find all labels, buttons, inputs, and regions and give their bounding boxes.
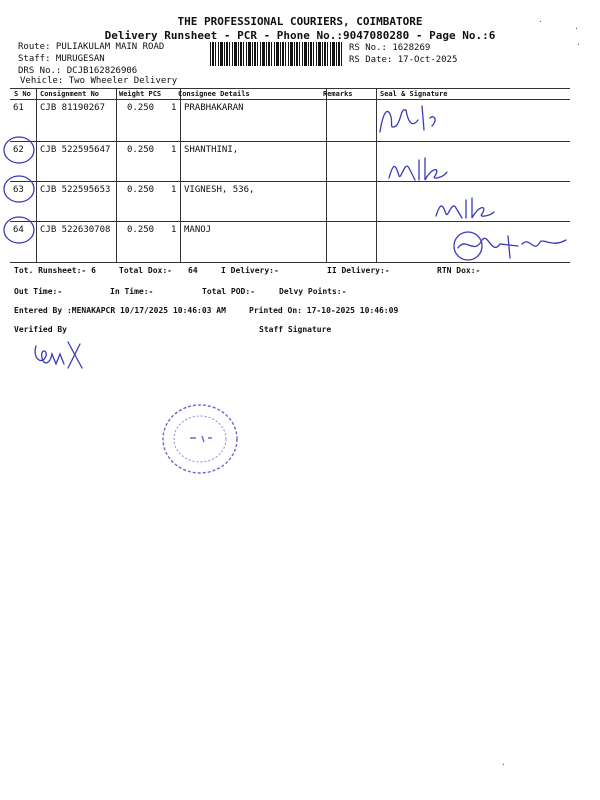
total-pod: Total POD:- <box>202 287 255 296</box>
column-divider <box>326 89 327 263</box>
rs-date: RS Date: 17-Oct-2025 <box>349 55 458 65</box>
row-62-sno: 62 <box>13 145 24 155</box>
row-63-weight: 0.250 <box>127 185 155 195</box>
row-61-consignment: CJB 81190267 <box>40 103 106 113</box>
staff-signature-label: Staff Signature <box>259 325 332 334</box>
col-header-consignee: Consignee Details <box>178 90 250 98</box>
vehicle-text: Vehicle: Two Wheeler Delivery <box>20 76 178 86</box>
tot-runsheet: Tot. Runsheet:- 6 <box>14 266 96 275</box>
signature-row-64 <box>448 226 573 266</box>
verified-by-label: Verified By <box>14 325 67 334</box>
barcode <box>210 42 344 66</box>
col-header-sno: S No <box>14 90 31 98</box>
col-header-weight-pcs: Weight PCS <box>119 90 162 98</box>
delvy-points: Delvy Points:- <box>279 287 347 296</box>
signature-row-63 <box>432 192 502 226</box>
in-time: In Time:- <box>110 287 154 296</box>
verified-by-signature <box>30 336 90 372</box>
out-time: Out Time:- <box>14 287 63 296</box>
col-header-seal: Seal & Signature <box>380 90 448 98</box>
rtn-dox: RTN Dox:- <box>437 266 481 275</box>
signature-row-61 <box>372 100 452 140</box>
signature-row-62 <box>385 150 465 188</box>
total-dox-label: Total Dox:- <box>119 266 172 275</box>
table-top-rule <box>10 88 570 89</box>
column-divider <box>180 89 181 263</box>
row-rule <box>10 181 570 182</box>
staff-text: Staff: MURUGESAN <box>18 54 105 64</box>
table-header-rule <box>10 99 570 100</box>
printed-on: Printed On: 17-10-2025 10:46:09 <box>249 306 399 315</box>
col-header-consignment: Consignment No <box>40 90 100 98</box>
route-text: Route: PULIAKULAM MAIN ROAD <box>18 42 165 52</box>
row-62-pcs: 1 <box>171 145 177 155</box>
scan-speck: · <box>501 760 506 769</box>
handwritten-circle-marks <box>2 134 42 254</box>
row-61-weight: 0.250 <box>127 103 155 113</box>
scan-speck: · <box>538 17 543 26</box>
row-64-weight: 0.250 <box>127 225 155 235</box>
column-divider <box>116 89 117 263</box>
company-title: THE PROFESSIONAL COURIERS, COIMBATORE <box>177 15 423 28</box>
ii-delivery: II Delivery:- <box>327 266 390 275</box>
row-63-consignee: VIGNESH, 536, <box>184 185 255 195</box>
office-stamp <box>160 402 240 476</box>
row-63-sno: 63 <box>13 185 24 195</box>
row-61-sno: 61 <box>13 103 24 113</box>
row-63-consignment: CJB 522595653 <box>40 185 111 195</box>
runsheet-subtitle: Delivery Runsheet - PCR - Phone No.:9047080280 - Page No.:6 <box>104 29 496 42</box>
row-62-weight: 0.250 <box>127 145 155 155</box>
i-delivery: I Delivery:- <box>221 266 279 275</box>
rs-number: RS No.: 1628269 <box>349 43 431 53</box>
row-64-sno: 64 <box>13 225 24 235</box>
row-rule <box>10 141 570 142</box>
row-61-pcs: 1 <box>171 103 177 113</box>
row-64-consignee: MANOJ <box>184 225 212 235</box>
row-64-pcs: 1 <box>171 225 177 235</box>
entered-by: Entered By :MENAKAPCR 10/17/2025 10:46:03 AM <box>14 306 226 315</box>
total-dox-value: 64 <box>188 266 198 275</box>
row-62-consignee: SHANTHINI, <box>184 145 239 155</box>
scan-speck: · <box>574 24 579 33</box>
col-header-remarks: Remarks <box>323 90 353 98</box>
row-61-consignee: PRABHAKARAN <box>184 103 244 113</box>
scan-speck: · <box>576 40 581 49</box>
row-64-consignment: CJB 522630708 <box>40 225 111 235</box>
row-62-consignment: CJB 522595647 <box>40 145 111 155</box>
row-63-pcs: 1 <box>171 185 177 195</box>
drs-number: DRS No.: DCJB162826906 <box>18 66 138 76</box>
